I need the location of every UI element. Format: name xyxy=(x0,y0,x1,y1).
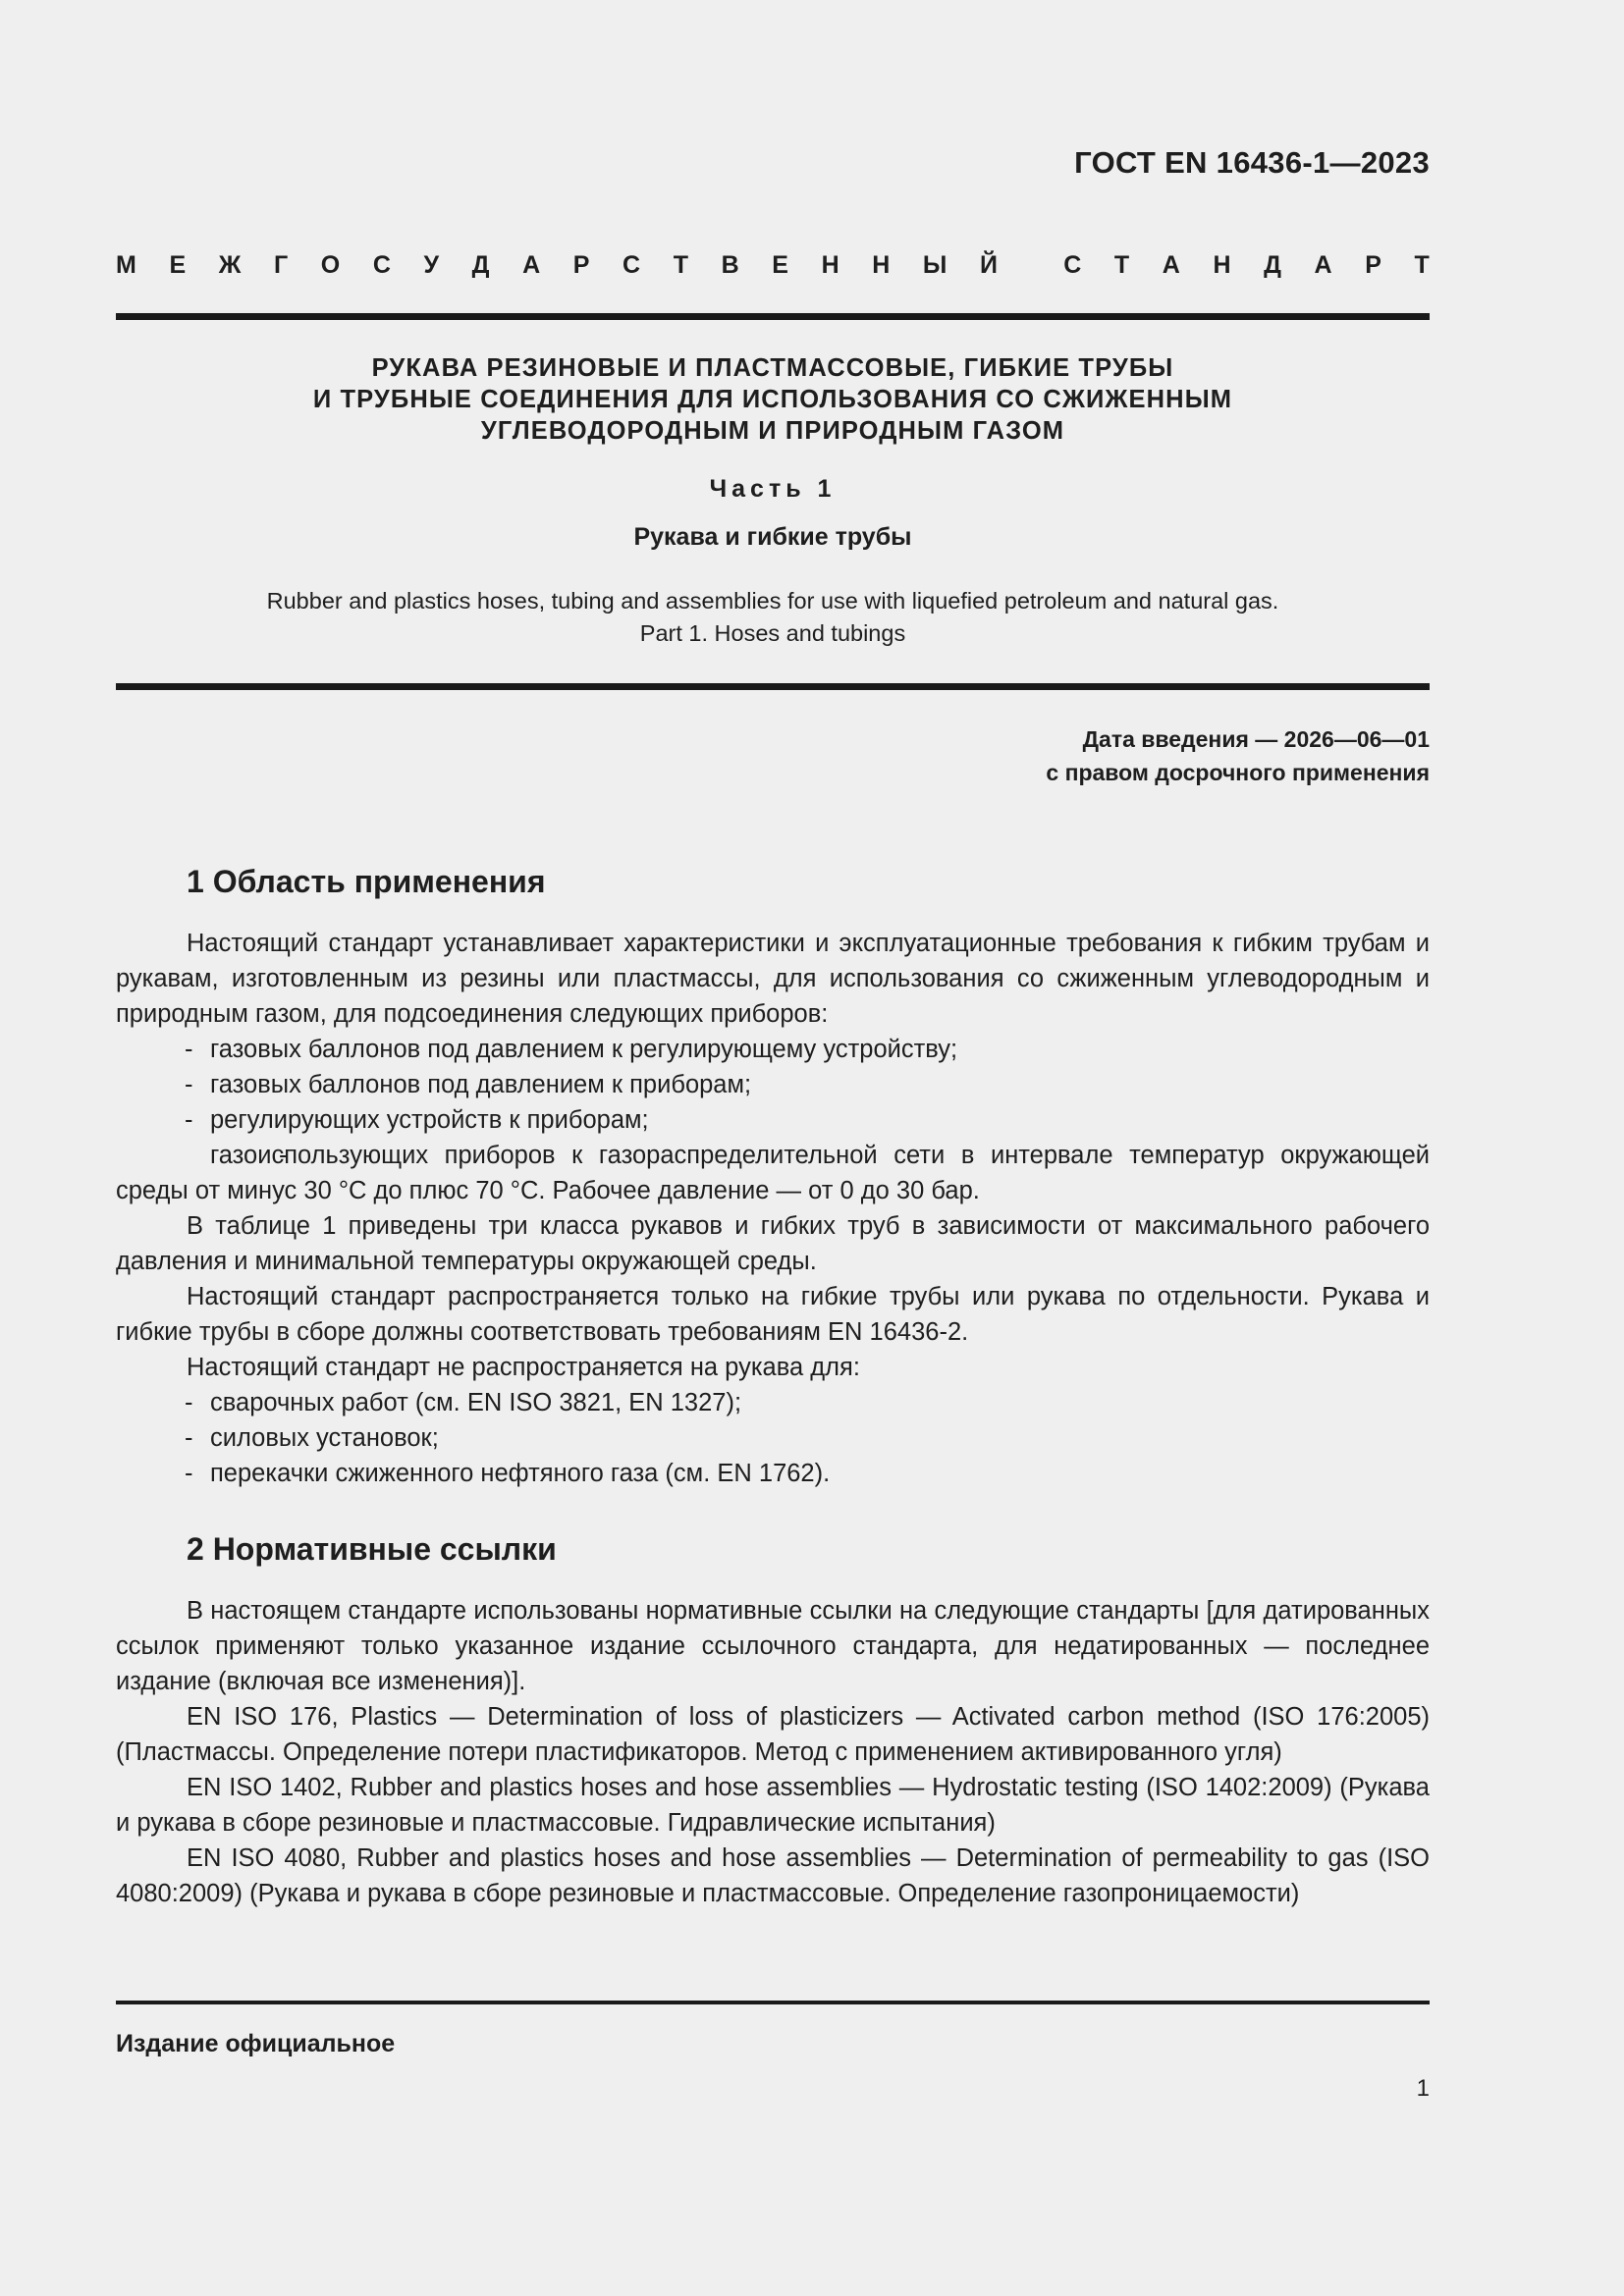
interstate-letter: Ы xyxy=(922,251,947,279)
section-scope-body xyxy=(116,926,1430,1491)
interstate-letter: А xyxy=(1162,251,1180,279)
interstate-letter: Ж xyxy=(218,251,242,279)
interstate-letter: А xyxy=(1314,251,1332,279)
paragraph: В настоящем стандарте использованы нормативные ссылки на следующие стандарты [для датированных ссылок применяют только указанное издание ссылочного стандарта, для недатированных — последнее издание (включая все изменения)]. xyxy=(116,1597,1430,1695)
title-divider xyxy=(116,683,1430,690)
interstate-letter: Н xyxy=(821,251,839,279)
footer-divider xyxy=(116,2001,1430,2004)
list-item: - газовых баллонов под давлением к регулирующему устройству; xyxy=(116,1032,1430,1067)
interstate-letter: Р xyxy=(1365,251,1381,279)
interstate-letter: Е xyxy=(772,251,788,279)
section-heading-references: 2 Нормативные ссылки xyxy=(187,1531,557,1567)
part-label: Часть 1 xyxy=(709,475,837,503)
document-number: ГОСТ EN 16436-1—2023 xyxy=(1074,145,1430,180)
interstate-letter: Д xyxy=(471,251,490,279)
part-name: Рукава и гибкие трубы xyxy=(633,523,912,551)
list-item: - сварочных работ (см. EN ISO 3821, EN 1327); xyxy=(116,1385,1430,1420)
top-divider xyxy=(116,313,1430,320)
interstate-letter: С xyxy=(623,251,641,279)
page-number: 1 xyxy=(1416,2075,1430,2102)
interstate-letter: Г xyxy=(273,251,289,279)
interstate-letter: Т xyxy=(1414,251,1430,279)
interstate-letter: М xyxy=(116,251,136,279)
interstate-letter: О xyxy=(320,251,341,279)
list-item: - газоиспользующих приборов к газораспределительной сети в интервале температур окружающей среды от минус 30 °С до плюс 70 °С. Рабочее давление — от 0 до 30 бар. xyxy=(116,1138,1430,1208)
interstate-letter: С xyxy=(1063,251,1082,279)
interstate-letter: Й xyxy=(980,251,998,279)
english-title-line: Part 1. Hoses and tubings xyxy=(639,620,906,646)
edition-note: Издание официальное xyxy=(116,2030,396,2057)
interstate-letter: В xyxy=(721,251,739,279)
list-item: - перекачки сжиженного нефтяного газа (см. EN 1762). xyxy=(116,1456,1430,1491)
list-item: - газовых баллонов под давлением к приборам; xyxy=(116,1067,1430,1102)
interstate-letter: Е xyxy=(169,251,187,279)
interstate-standard-label xyxy=(116,251,1430,280)
introduction-date-line: Дата введения — 2026—06—01 xyxy=(1082,726,1430,752)
list-item: - регулирующих устройств к приборам; xyxy=(116,1102,1430,1138)
interstate-letter: Н xyxy=(1213,251,1231,279)
paragraph: Настоящий стандарт не распространяется на рукава для: xyxy=(187,1354,860,1381)
interstate-letter: С xyxy=(372,251,391,279)
title-line: РУКАВА РЕЗИНОВЫЕ И ПЛАСТМАССОВЫЕ, ГИБКИЕ ТРУБЫ xyxy=(371,354,1174,382)
paragraph: Настоящий стандарт устанавливает характеристики и эксплуатационные требования к гибким трубам и рукавам, изготовленным из резины или пластмассы, для использования со сжиженным углеводородным и природным газом, для подсоединения следующих приборов: xyxy=(116,930,1430,1028)
document-title xyxy=(116,352,1430,447)
interstate-letter: Т xyxy=(673,251,688,279)
title-line: И ТРУБНЫЕ СОЕДИНЕНИЯ ДЛЯ ИСПОЛЬЗОВАНИЯ СО СЖИЖЕННЫМ xyxy=(312,386,1233,413)
interstate-letter: А xyxy=(522,251,541,279)
reference-entry: EN ISO 4080, Rubber and plastics hoses and hose assemblies — Determination of permeability to gas (ISO 4080:2009) (Рукава и рукава в сборе резиновые и пластмассовые. Определение газопроницаемости) xyxy=(116,1844,1430,1907)
interstate-letter: У xyxy=(423,251,440,279)
reference-entry: EN ISO 176, Plastics — Determination of loss of plasticizers — Activated carbon method (ISO 176:2005) (Пластмассы. Определение потери пластификаторов. Метод с применением активированного угля) xyxy=(116,1703,1430,1766)
interstate-letter: Н xyxy=(872,251,891,279)
english-title-line: Rubber and plastics hoses, tubing and assemblies for use with liquefied petroleum and natural gas. xyxy=(266,588,1279,614)
paragraph: В таблице 1 приведены три класса рукавов и гибких труб в зависимости от максимального рабочего давления и минимальной температуры окружающей среды. xyxy=(116,1212,1430,1275)
introduction-date xyxy=(1046,722,1430,789)
english-title xyxy=(116,585,1430,650)
paragraph: Настоящий стандарт распространяется только на гибкие трубы или рукава по отдельности. Рукава и гибкие трубы в сборе должны соответствовать требованиям EN 16436-2. xyxy=(116,1283,1430,1346)
list-item: - силовых установок; xyxy=(116,1420,1430,1456)
section-heading-scope: 1 Область применения xyxy=(187,864,546,899)
title-line: УГЛЕВОДОРОДНЫМ И ПРИРОДНЫМ ГАЗОМ xyxy=(480,417,1065,445)
section-references-body xyxy=(116,1593,1430,1911)
interstate-letter: Д xyxy=(1264,251,1281,279)
interstate-letter: Р xyxy=(572,251,590,279)
early-application-note: с правом досрочного применения xyxy=(1046,760,1430,785)
interstate-letter: Т xyxy=(1113,251,1130,279)
reference-entry: EN ISO 1402, Rubber and plastics hoses and hose assemblies — Hydrostatic testing (ISO 1402:2009) (Рукава и рукава в сборе резиновые и пластмассовые. Гидравлические испытания) xyxy=(116,1774,1430,1837)
